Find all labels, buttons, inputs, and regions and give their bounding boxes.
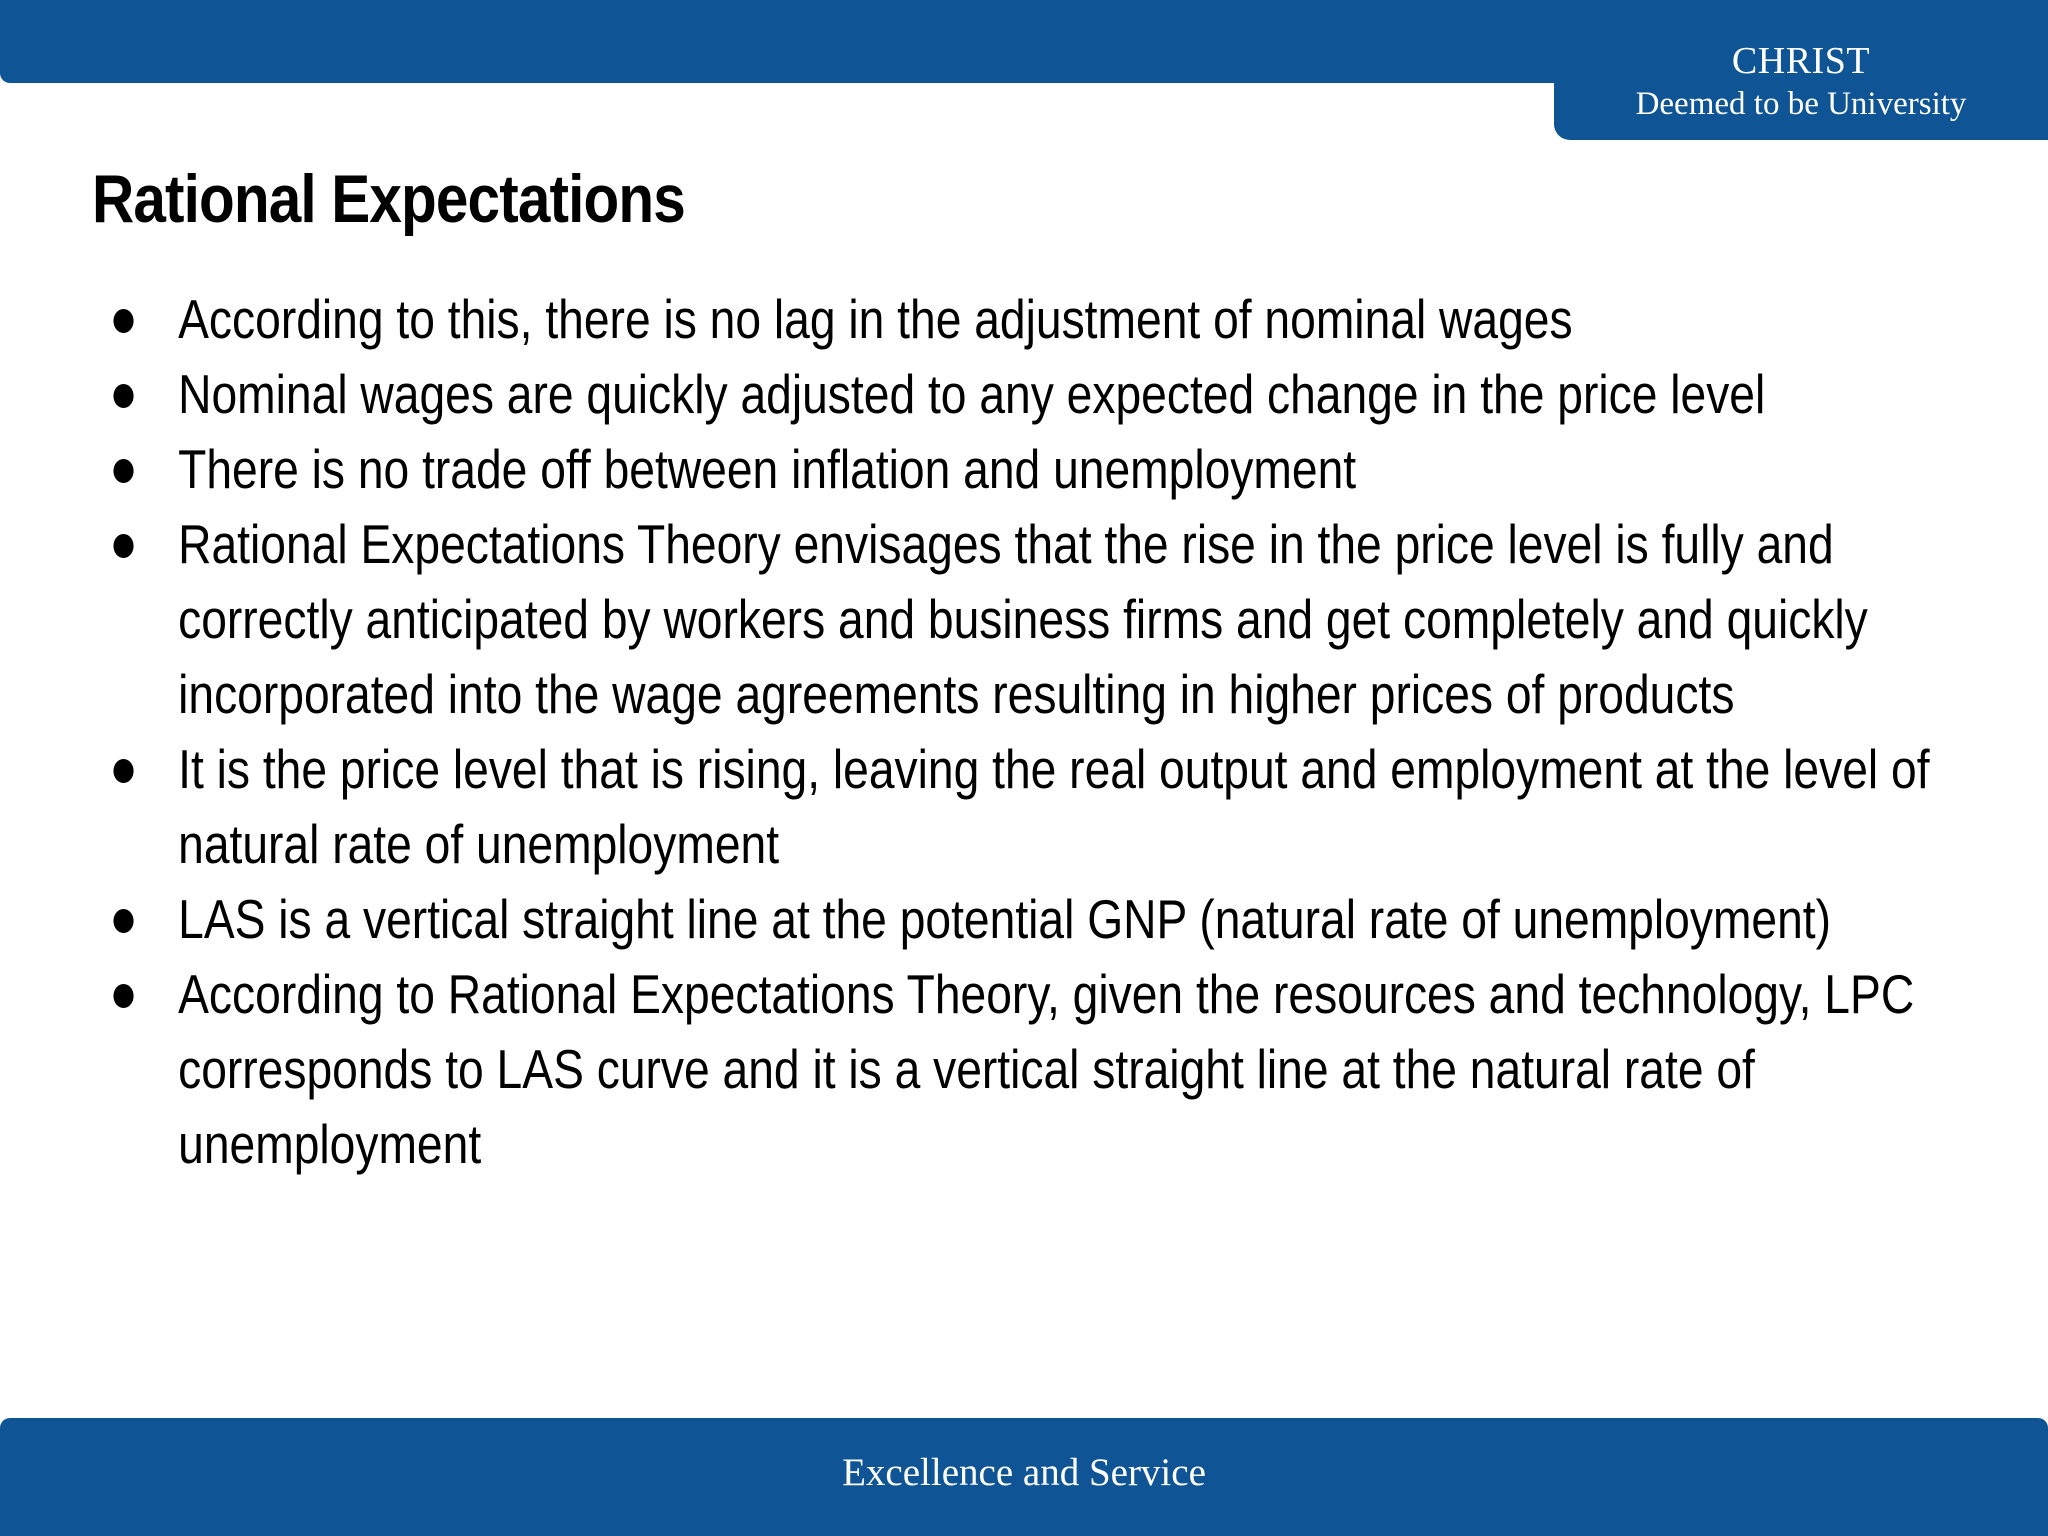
bullet-text: Rational Expectations Theory envisages that the rise in the price level is fully and correctly anticipated by workers and business firms and get completely and quickly incorporated into the wage agreements resulting in higher prices of products [178,513,1868,725]
bullet-dot-icon [113,384,133,408]
brand-subtitle: Deemed to be University [1635,86,1967,122]
bullet-item [100,957,2009,1182]
bullet-item [100,507,2009,732]
bullet-text: It is the price level that is rising, leaving the real output and employment at the level of natural rate of unemployment [178,738,1930,875]
slide-title: Rational Expectations [92,161,685,237]
bullet-text: Nominal wages are quickly adjusted to any expected change in the price level [178,363,1766,425]
bullet-dot-icon [113,909,133,933]
bullet-text: According to this, there is no lag in the adjustment of nominal wages [178,288,1573,350]
bullet-text: There is no trade off between inflation and unemployment [178,438,1357,500]
bullet-dot-icon [113,984,133,1008]
bullet-item [100,882,2009,957]
bullet-item [100,732,2009,882]
bullet-dot-icon [113,309,133,333]
brand-name: CHRIST [1731,40,1871,82]
footer-motto: Excellence and Service [842,1451,1206,1494]
bullet-text: LAS is a vertical straight line at the potential GNP (natural rate of unemployment) [178,888,1832,950]
bullet-item [100,432,2009,507]
bullet-list [100,282,2000,1182]
bullet-item [100,357,2009,432]
bullet-dot-icon [113,459,133,483]
bullet-text: According to Rational Expectations Theory, given the resources and technology, LPC corresponds to LAS curve and it is a vertical straight line at the natural rate of unemployment [178,963,1915,1175]
bullet-dot-icon [113,534,133,558]
bullet-dot-icon [113,759,133,783]
bullet-item [100,282,2009,357]
